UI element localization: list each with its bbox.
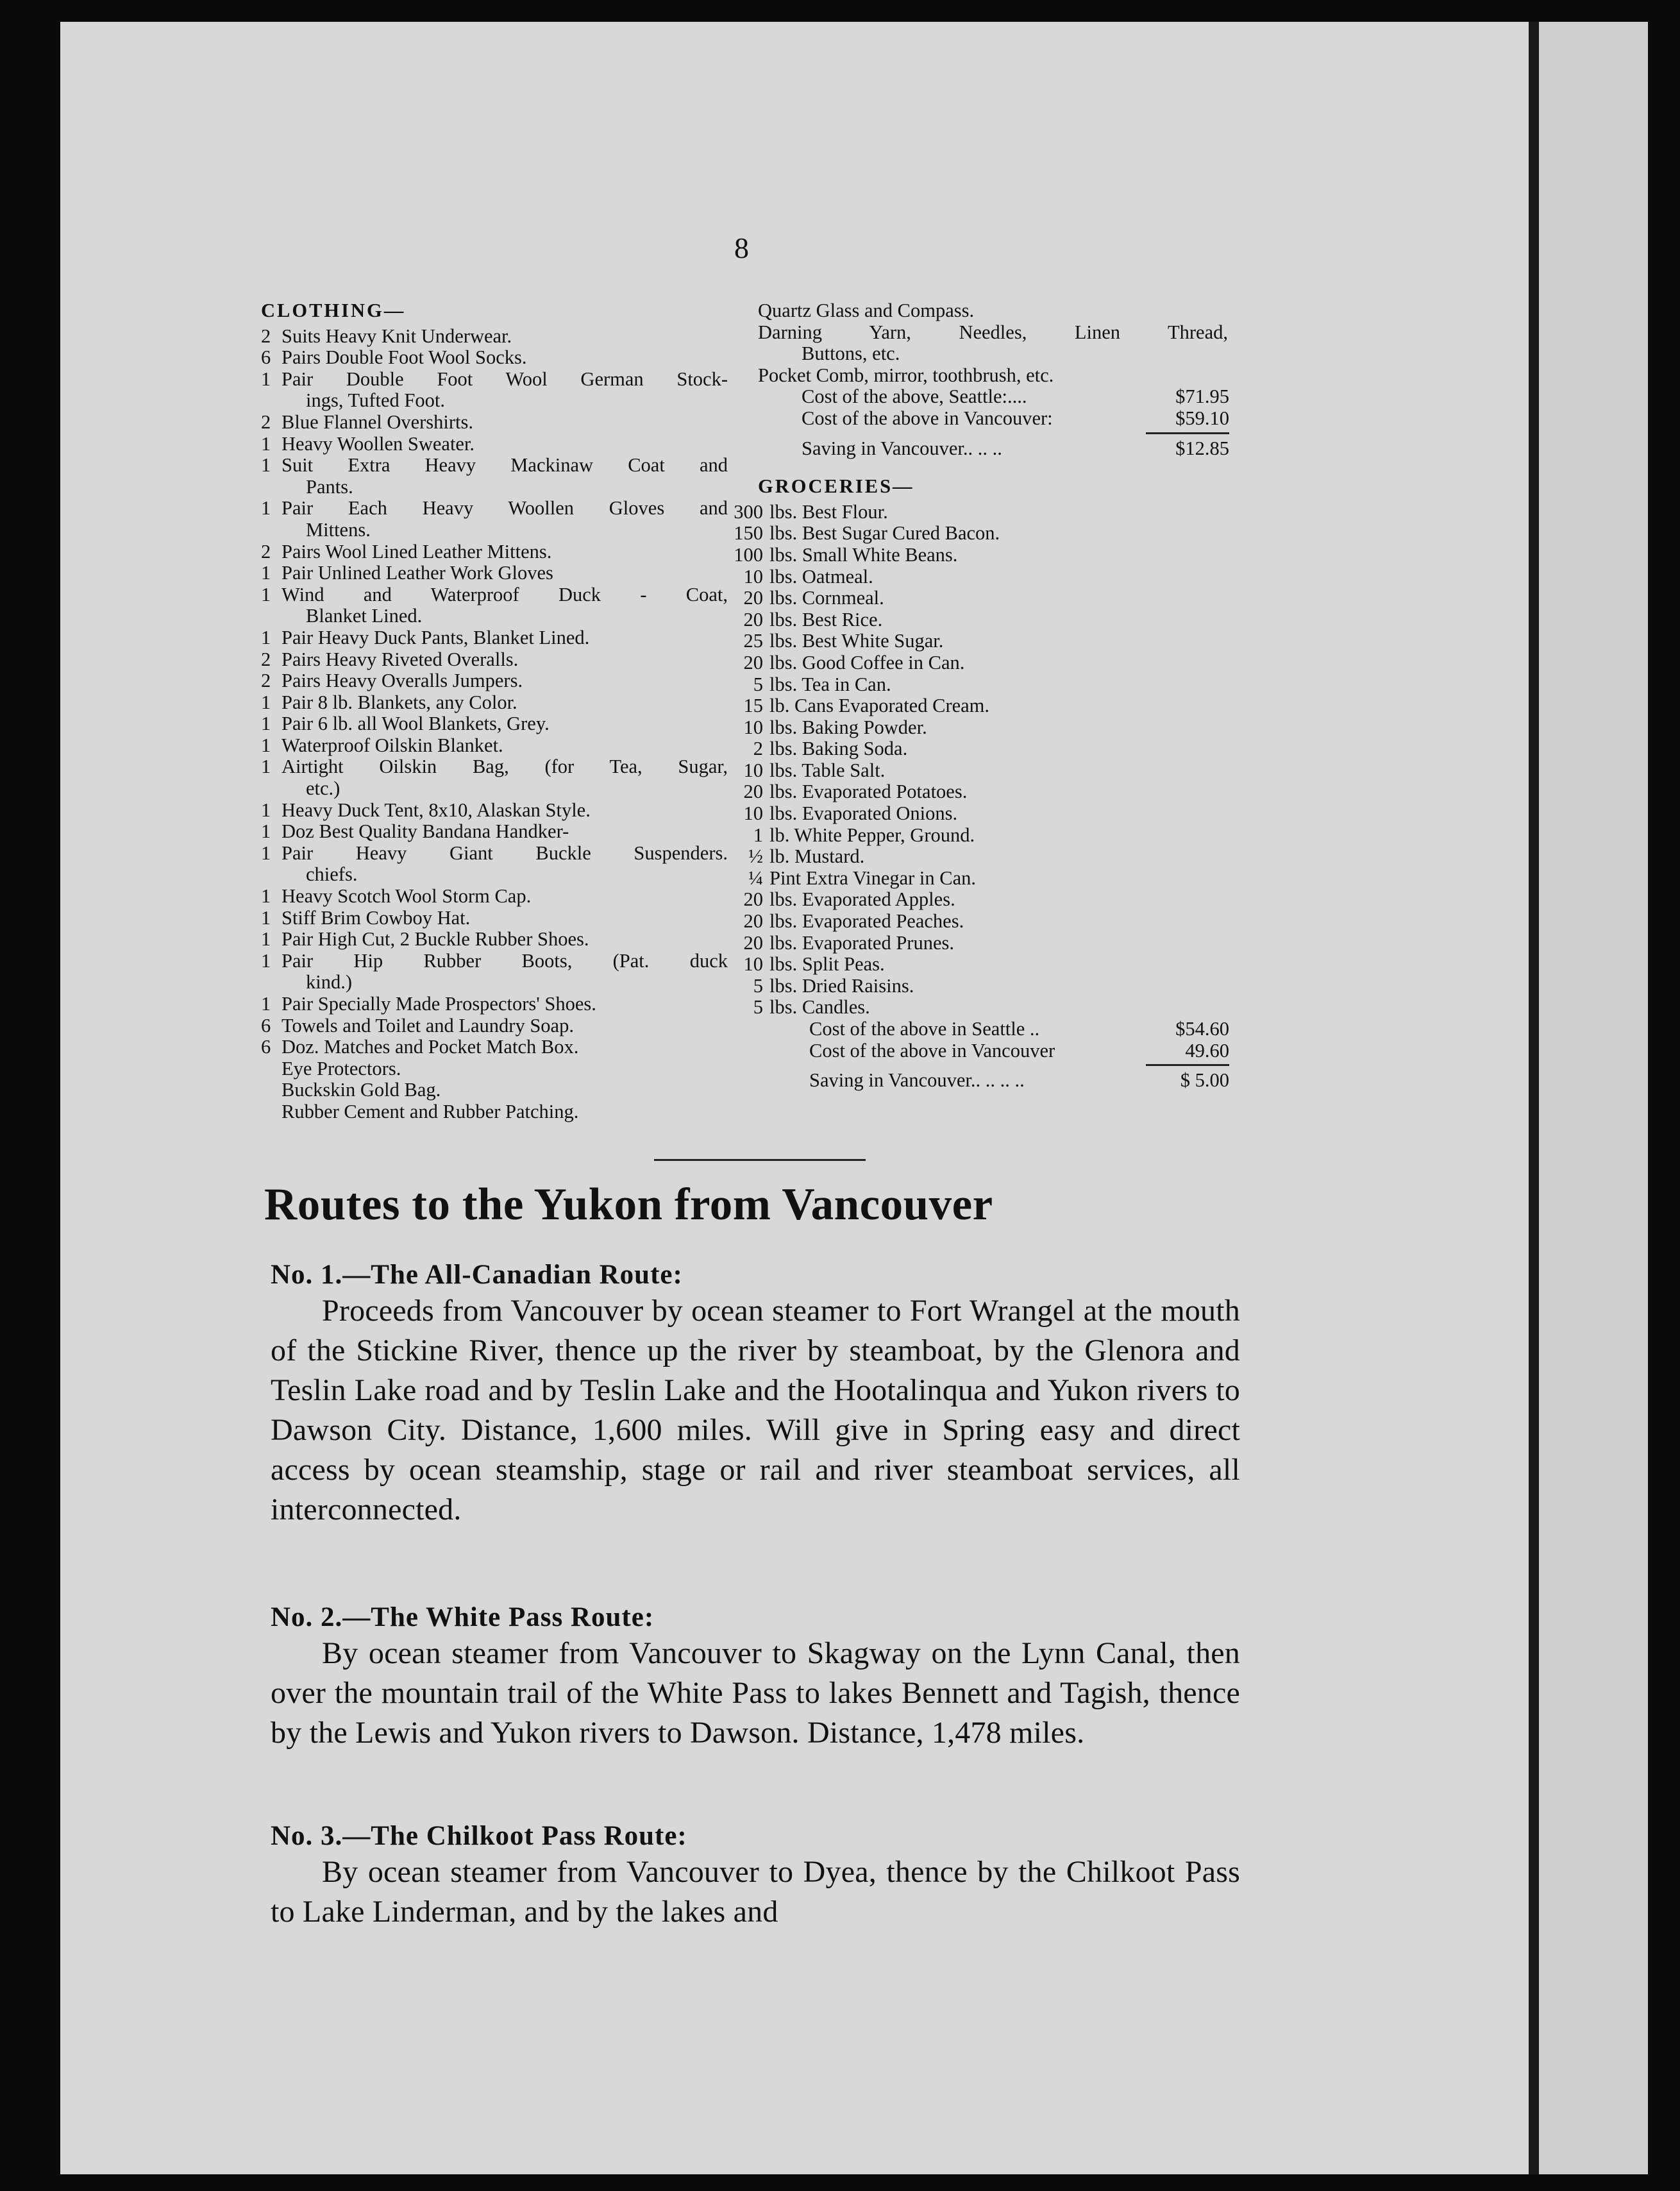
item-quantity: 1 (261, 691, 271, 713)
grocery-text: lbs. Baking Soda. (769, 738, 908, 760)
grocery-quantity: 300 (734, 500, 763, 523)
item-quantity: 1 (261, 756, 271, 778)
clothing-item (261, 412, 729, 434)
item-text: Airtight Oilskin Bag, (for Tea, Sugar, (281, 756, 728, 778)
item-quantity: 6 (261, 1014, 271, 1036)
route-2-heading: No. 2.—The White Pass Route: (271, 1602, 655, 1632)
sum-rule (1146, 432, 1229, 434)
item-text: Pair Each Heavy Woollen Gloves and (281, 497, 728, 520)
route-1-body: Proceeds from Vancouver by ocean steamer to Fort Wrangel at the mouth of the Stickine River, thence up the river by steamboat, by the Glenora and Teslin Lake road and by Teslin Lake and the Hootalinqua and Yukon rivers to Dawson City. Distance, 1,600 miles. Will give in Spring easy and direct access by ocean steamship, stage or rail and river steamboat services, all interconnected. (271, 1294, 1240, 1527)
item-quantity: 2 (261, 648, 271, 670)
item-text: Doz Best Quality Bandana Handker- (281, 820, 569, 843)
grocery-item (687, 803, 1229, 825)
grocery-cost-seattle: Cost of the above in Seattle .. $54.60 (809, 1018, 1229, 1040)
item-quantity: 1 (261, 454, 271, 477)
item-text: Blue Flannel Overshirts. (281, 410, 474, 433)
item-text: Pairs Double Foot Wool Socks. (281, 346, 527, 369)
grocery-quantity: 1 (753, 824, 763, 846)
grocery-quantity: 20 (743, 910, 763, 933)
clothing-item (261, 929, 729, 951)
grocery-item (687, 630, 1229, 652)
grocery-text: lbs. Evaporated Onions. (769, 802, 958, 825)
grocery-text: lbs. Best Rice. (769, 608, 883, 630)
grocery-item (687, 738, 1229, 760)
grocery-text: lb. White Pepper, Ground. (769, 824, 975, 846)
grocery-quantity: 2 (753, 738, 763, 760)
item-quantity: 1 (261, 713, 271, 735)
grocery-item (687, 545, 1229, 566)
grocery-item (687, 502, 1229, 523)
clothing-item (261, 434, 729, 455)
sum-rule (1146, 1064, 1229, 1066)
grocery-item (687, 825, 1229, 847)
item-quantity: 2 (261, 410, 271, 433)
facing-page-edge (1539, 22, 1648, 2174)
item-text: Pocket Comb, mirror, toothbrush, etc. (758, 364, 1054, 386)
item-quantity: 1 (261, 368, 271, 390)
grocery-item (687, 933, 1229, 954)
item-text: Buckskin Gold Bag. (281, 1079, 441, 1101)
grocery-item (687, 781, 1229, 803)
grocery-item (687, 954, 1229, 976)
grocery-item (687, 652, 1229, 674)
item-quantity: 1 (261, 906, 271, 929)
grocery-quantity: 5 (753, 974, 763, 997)
grocery-text: lbs. Good Coffee in Can. (769, 651, 965, 673)
grocery-text: Pint Extra Vinegar in Can. (769, 867, 977, 889)
clothing-item (261, 347, 729, 369)
grocery-text: lb. Mustard. (769, 845, 865, 868)
clothing-cost-vancouver: Cost of the above in Vancouver: $59.10 (802, 407, 1229, 429)
grocery-text: lbs. Evaporated Apples. (769, 888, 955, 911)
clothing-item (261, 326, 729, 348)
clothing-item (261, 994, 729, 1015)
clothing-item (261, 649, 729, 671)
clothing-item (261, 821, 729, 843)
grocery-text: lbs. Tea in Can. (769, 673, 891, 695)
item-text: Doz. Matches and Pocket Match Box. (281, 1036, 579, 1058)
clothing-item (261, 1058, 729, 1080)
item-quantity: 1 (261, 734, 271, 756)
grocery-item (687, 523, 1229, 545)
clothing-cost-seattle: Cost of the above, Seattle:.... $71.95 (802, 385, 1229, 408)
item-text: Quartz Glass and Compass. (758, 300, 975, 321)
grocery-item (687, 588, 1229, 609)
clothing-item (261, 369, 729, 391)
clothing-item (261, 756, 729, 778)
grocery-quantity: 150 (734, 522, 763, 545)
route-3-heading: No. 3.—The Chilkoot Pass Route: (271, 1821, 687, 1851)
item-text: Pair 8 lb. Blankets, any Color. (281, 691, 517, 713)
grocery-item (687, 868, 1229, 890)
grocery-text: lbs. Small White Beans. (769, 543, 958, 566)
item-quantity (261, 1079, 281, 1101)
item-text: Pair High Cut, 2 Buckle Rubber Shoes. (281, 928, 589, 951)
item-text: Pair Heavy Duck Pants, Blanket Lined. (281, 626, 590, 648)
grocery-text: lbs. Evaporated Potatoes. (769, 781, 968, 803)
clothing-items (261, 326, 729, 1123)
grocery-item (687, 976, 1229, 997)
item-quantity: 1 (261, 583, 271, 605)
item-text: Rubber Cement and Rubber Patching. (281, 1100, 579, 1122)
clothing-item (261, 1015, 729, 1037)
clothing-item (261, 843, 729, 865)
item-text: Heavy Woollen Sweater. (281, 432, 475, 455)
grocery-quantity: 10 (743, 953, 763, 976)
grocery-text: lbs. Split Peas. (769, 953, 885, 976)
item-text: Heavy Duck Tent, 8x10, Alaskan Style. (281, 799, 591, 821)
grocery-quantity: 10 (743, 565, 763, 588)
clothing-item (261, 951, 729, 972)
sundries-and-groceries (734, 300, 1229, 1092)
grocery-text: lbs. Oatmeal. (769, 565, 873, 588)
grocery-quantity: 10 (743, 802, 763, 825)
item-text: Mittens. (306, 518, 371, 541)
clothing-item (261, 692, 729, 714)
clothing-item (261, 477, 729, 498)
clothing-item (261, 455, 729, 477)
item-quantity: 1 (261, 993, 271, 1015)
grocery-quantity: 10 (743, 716, 763, 738)
clothing-saving: Saving in Vancouver.. .. .. $12.85 (802, 437, 1229, 459)
item-text: Pair Double Foot Wool German Stock- (281, 368, 728, 390)
item-quantity (261, 1101, 281, 1123)
item-text: etc.) (306, 777, 340, 800)
clothing-item (261, 520, 729, 541)
item-text: Pair 6 lb. all Wool Blankets, Grey. (281, 713, 550, 735)
item-text: Pair Specially Made Prospectors' Shoes. (281, 993, 596, 1015)
clothing-item (261, 1079, 729, 1101)
item-text: kind.) (306, 971, 353, 994)
page-gutter (1529, 22, 1539, 2174)
item-text: Buttons, etc. (802, 343, 900, 365)
item-quantity: 1 (261, 885, 271, 908)
grocery-quantity: 10 (743, 759, 763, 781)
item-text: ings, Tufted Foot. (306, 389, 445, 412)
grocery-text: lbs. Cornmeal. (769, 587, 884, 609)
sundry-item (758, 300, 1229, 322)
grocery-item (687, 609, 1229, 631)
item-quantity: 2 (261, 540, 271, 563)
grocery-quantity: 5 (753, 996, 763, 1019)
item-quantity: 1 (261, 949, 271, 972)
grocery-quantity: 20 (743, 888, 763, 911)
sundry-item (758, 365, 1229, 387)
item-quantity: 1 (261, 626, 271, 648)
grocery-quantity: 20 (743, 781, 763, 803)
item-text: Eye Protectors. (281, 1057, 401, 1079)
grocery-quantity: 20 (743, 608, 763, 630)
grocery-item (687, 674, 1229, 696)
clothing-item (261, 735, 729, 757)
clothing-item (261, 864, 729, 886)
grocery-text: lbs. Best Flour. (769, 500, 888, 523)
clothing-item (261, 1036, 729, 1058)
item-text: Pairs Heavy Riveted Overalls. (281, 648, 519, 670)
clothing-item (261, 800, 729, 822)
grocery-quantity: 25 (743, 630, 763, 652)
item-text: Pair Heavy Giant Buckle Suspenders. (281, 842, 728, 864)
item-text: Blanket Lined. (306, 605, 423, 627)
grocery-quantity: 100 (734, 543, 763, 566)
grocery-text: lbs. Dried Raisins. (769, 974, 914, 997)
grocery-text: lbs. Baking Powder. (769, 716, 927, 738)
clothing-item (261, 908, 729, 929)
grocery-text: lbs. Best White Sugar. (769, 630, 944, 652)
item-text: Pants. (306, 475, 353, 498)
item-quantity: 1 (261, 799, 271, 821)
clothing-item (261, 605, 729, 627)
grocery-item (687, 566, 1229, 588)
sundry-items (758, 300, 1229, 386)
grocery-quantity: ¼ (748, 867, 763, 889)
section-divider (654, 1159, 866, 1161)
item-quantity: 2 (261, 670, 271, 692)
item-quantity (261, 1058, 281, 1080)
route-3-body: By ocean steamer from Vancouver to Dyea, thence by the Chilkoot Pass to Lake Linderman, and by the lakes and (271, 1855, 1240, 1929)
item-quantity: 1 (261, 432, 271, 455)
route-2-body: By ocean steamer from Vancouver to Skagway on the Lynn Canal, then over the mountain trail of the White Pass to lakes Bennett and Tagish, thence by the Lewis and Yukon rivers to Dawson. Distance, 1,478 miles. (271, 1636, 1240, 1750)
item-quantity: 1 (261, 497, 271, 520)
clothing-item (261, 563, 729, 584)
grocery-items (734, 500, 1229, 1019)
item-quantity: 6 (261, 346, 271, 369)
groceries-heading: GROCERIES— (758, 475, 914, 498)
clothing-item (261, 713, 729, 735)
item-quantity: 1 (261, 928, 271, 951)
item-text: Pairs Heavy Overalls Jumpers. (281, 670, 523, 692)
item-text: Wind and Waterproof Duck - Coat, (281, 583, 728, 605)
clothing-item (261, 778, 729, 800)
grocery-item (687, 889, 1229, 911)
item-text: Waterproof Oilskin Blanket. (281, 734, 503, 756)
grocery-quantity: 20 (743, 931, 763, 954)
grocery-text: lbs. Candles. (769, 996, 870, 1019)
item-quantity: 1 (261, 820, 271, 843)
item-quantity: 1 (261, 562, 271, 584)
grocery-text: lbs. Best Sugar Cured Bacon. (769, 522, 1000, 545)
clothing-item (261, 498, 729, 520)
clothing-list (261, 300, 729, 1123)
clothing-item (261, 1101, 729, 1123)
item-text: Pair Hip Rubber Boots, (Pat. duck (281, 949, 728, 972)
item-text: Pairs Wool Lined Leather Mittens. (281, 540, 552, 563)
sundry-item (758, 343, 1229, 365)
grocery-item (687, 997, 1229, 1019)
grocery-quantity: ½ (748, 845, 763, 868)
grocery-quantity: 5 (753, 673, 763, 695)
grocery-saving: Saving in Vancouver.. .. .. .. $ 5.00 (809, 1069, 1229, 1092)
item-text: Stiff Brim Cowboy Hat. (281, 906, 471, 929)
section-heading: Routes to the Yukon from Vancouver (264, 1180, 993, 1230)
page-number: 8 (734, 232, 749, 264)
grocery-text: lb. Cans Evaporated Cream. (769, 695, 990, 717)
item-text: chiefs. (306, 863, 358, 886)
grocery-text: lbs. Evaporated Peaches. (769, 910, 964, 933)
grocery-quantity: 20 (743, 587, 763, 609)
clothing-item (261, 627, 729, 649)
grocery-item (687, 760, 1229, 782)
clothing-item (261, 584, 729, 606)
grocery-item (687, 911, 1229, 933)
clothing-item (261, 390, 729, 412)
route-1-heading: No. 1.—The All-Canadian Route: (271, 1260, 683, 1290)
grocery-quantity: 20 (743, 651, 763, 673)
item-quantity: 6 (261, 1036, 271, 1058)
item-text: Heavy Scotch Wool Storm Cap. (281, 885, 532, 908)
item-text: Darning Yarn, Needles, Linen Thread, (758, 321, 1228, 343)
grocery-item (687, 695, 1229, 717)
item-quantity: 2 (261, 325, 271, 347)
grocery-item (687, 846, 1229, 868)
item-text: Suits Heavy Knit Underwear. (281, 325, 512, 347)
grocery-quantity: 15 (743, 695, 763, 717)
grocery-text: lbs. Table Salt. (769, 759, 886, 781)
clothing-item (261, 541, 729, 563)
grocery-item (687, 717, 1229, 739)
clothing-item (261, 670, 729, 692)
grocery-cost-vancouver: Cost of the above in Vancouver 49.60 (809, 1039, 1229, 1062)
item-text: Towels and Toilet and Laundry Soap. (281, 1014, 574, 1036)
grocery-text: lbs. Evaporated Prunes. (769, 931, 954, 954)
clothing-item (261, 886, 729, 908)
clothing-item (261, 972, 729, 994)
item-quantity: 1 (261, 842, 271, 864)
item-text: Pair Unlined Leather Work Gloves (281, 562, 553, 584)
sundry-item (758, 322, 1229, 344)
clothing-heading: CLOTHING— (261, 300, 406, 321)
item-text: Suit Extra Heavy Mackinaw Coat and (281, 454, 728, 477)
